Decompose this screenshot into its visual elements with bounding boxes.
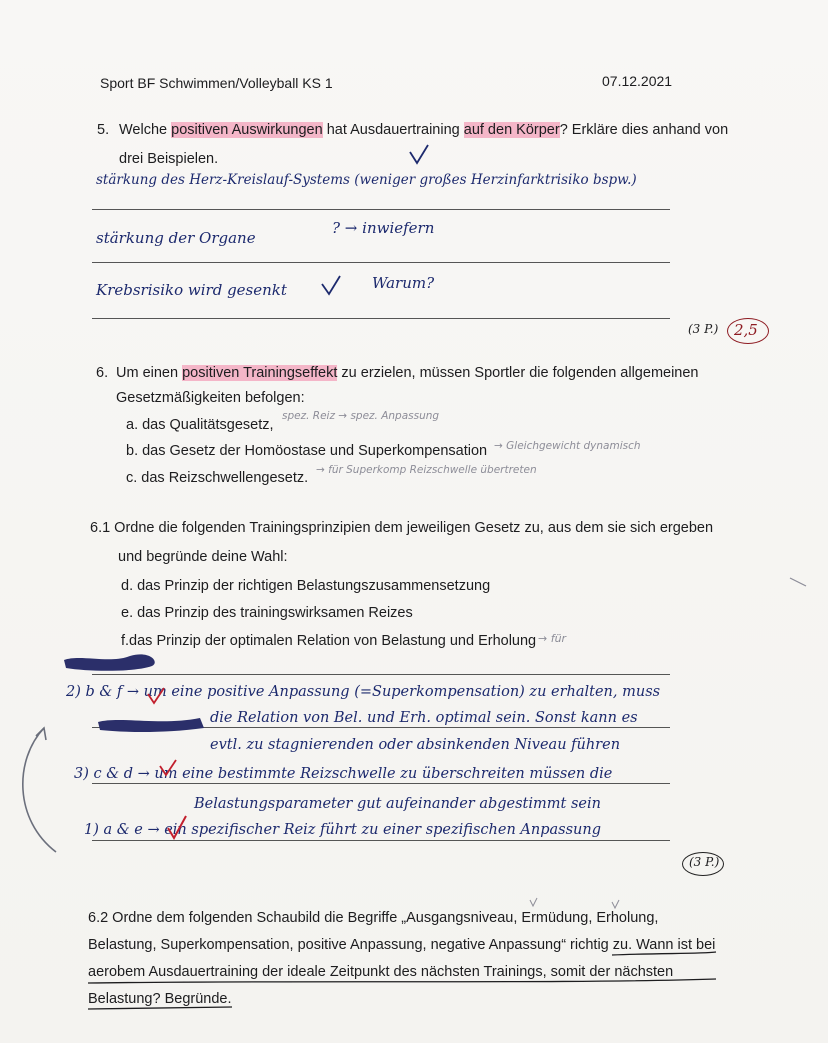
checkmark-icon	[322, 276, 340, 294]
q61-answer-5: Belastungsparameter gut aufeinander abgestimmt sein	[194, 796, 601, 812]
checkmark-icon	[530, 898, 537, 906]
q62-line2: Belastung, Superkompensation, positive Anpassung, negative Anpassung“ richtig zu. Wann ist bei	[88, 937, 716, 953]
q5-prompt-line2: drei Beispielen.	[119, 151, 219, 167]
q61-answer-1: 2) b & f → um eine positive Anpassung (=Superkompensation) zu erhalten, muss	[66, 684, 661, 700]
q62-line3: aerobem Ausdauertraining der ideale Zeitpunkt des nächsten Trainings, somit der nächsten	[88, 964, 674, 980]
q5-highlight-body: auf den Körper	[463, 122, 560, 138]
q61-f-note: → für	[538, 632, 567, 645]
scribble-mark	[98, 718, 204, 732]
q5-number: 5.	[97, 122, 110, 138]
header-course: Sport BF Schwimmen/Volleyball KS 1	[100, 75, 333, 91]
q6-law-b-note: → Gleichgewicht dynamisch	[494, 440, 641, 452]
q6-number: 6.	[96, 365, 109, 381]
q62-line4: Belastung? Begründe.	[88, 991, 232, 1007]
q5-answer-3: Krebsrisiko wird gesenkt	[96, 281, 287, 299]
q61-prompt-line2: und begründe deine Wahl:	[118, 549, 288, 565]
checkmark-icon	[160, 760, 176, 775]
checkmark-icon	[168, 816, 186, 838]
q61-prompt-line1: 6.1 Ordne die folgenden Trainingsprinzipien dem jeweiligen Gesetz zu, aus dem sie sich ergeben	[90, 520, 714, 536]
q6-prompt-line2: Gesetzmäßigkeiten befolgen:	[116, 390, 305, 406]
q61-answer-2: die Relation von Bel. und Erh. optimal sein. Sonst kann es	[210, 710, 638, 726]
q61-principle-e: e. das Prinzip des trainingswirksamen Reizes	[121, 605, 413, 621]
q62-line1: 6.2 Ordne dem folgenden Schaubild die Begriffe „Ausgangsniveau, Ermüdung, Erholung,	[88, 910, 659, 926]
q61-points: (3 P.)	[689, 855, 720, 869]
q6-law-c-note: → für Superkomp Reizschwelle übertreten	[316, 464, 537, 476]
q5-points: (3 P.)	[688, 322, 719, 336]
q5-prompt-line1: Welche positiven Auswirkungen hat Ausdauertraining auf den Körper? Erkläre dies anhand von	[119, 122, 729, 138]
checkmark-icon	[410, 145, 428, 163]
q6-law-b: b. das Gesetz der Homöostase und Superkompensation	[126, 443, 488, 459]
underline-mark	[88, 979, 716, 983]
underline-mark	[612, 952, 716, 955]
pencil-mark	[790, 578, 806, 586]
q61-answer-6: 1) a & e → ein spezifischer Reiz führt zu einer spezifischen Anpassung	[84, 822, 601, 838]
q61-answer-3: evtl. zu stagnierenden oder absinkenden Niveau führen	[210, 737, 621, 753]
q5-score: 2,5	[734, 321, 758, 339]
q6-highlight-effect: positiven Trainingseffekt	[182, 365, 338, 381]
checkmark-icon	[148, 688, 164, 703]
q5-note-warum: Warum?	[372, 274, 435, 292]
q61-answer-4: 3) c & d → um eine bestimmte Reizschwelle zu überschreiten müssen die	[74, 766, 613, 782]
q6-law-a-note: spez. Reiz → spez. Anpassung	[282, 410, 440, 422]
header-date: 07.12.2021	[602, 73, 673, 89]
arrow-head-icon	[36, 728, 46, 740]
q5-note-inwiefern: ? → inwiefern	[332, 219, 435, 237]
q61-principle-d: d. das Prinzip der richtigen Belastungszusammensetzung	[121, 578, 491, 594]
checkmark-icon	[612, 900, 619, 908]
bracket-arrow-icon	[23, 728, 56, 852]
underline-mark	[88, 1007, 232, 1009]
q6-law-a: a. das Qualitätsgesetz,	[126, 417, 274, 433]
q6-prompt-line1: Um einen positiven Trainingseffekt zu erzielen, müssen Sportler die folgenden allgemeinen	[116, 365, 699, 381]
q6-law-c: c. das Reizschwellengesetz.	[126, 470, 309, 486]
q61-principle-f: f.das Prinzip der optimalen Relation von Belastung und Erholung	[121, 633, 537, 649]
q5-highlight-effects: positiven Auswirkungen	[171, 122, 323, 138]
q5-answer-1: stärkung des Herz-Kreislauf-Systems (weniger großes Herzinfarktrisiko bspw.)	[96, 172, 637, 188]
scribble-mark	[64, 654, 155, 670]
q5-answer-2: stärkung der Organe	[96, 229, 256, 247]
